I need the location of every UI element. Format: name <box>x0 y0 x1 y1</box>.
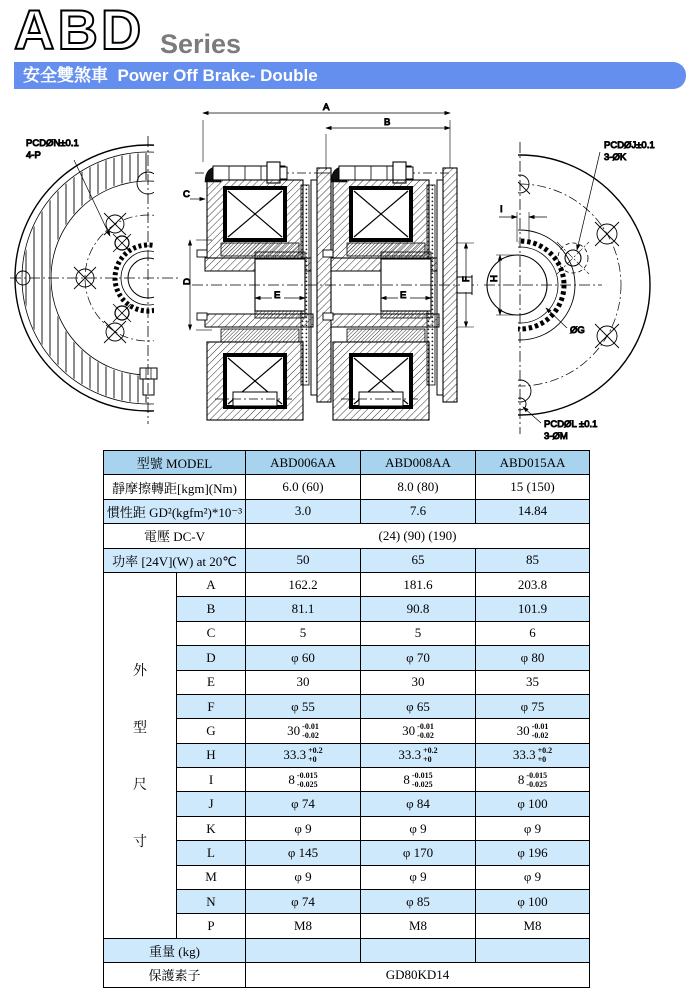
value-cell: 14.84 <box>476 499 590 523</box>
value-cell: φ 145 <box>246 841 361 865</box>
value-cell <box>246 938 361 962</box>
value-cell: φ 80 <box>476 646 590 670</box>
dim-group-label: 外 型 尺 寸 <box>104 572 177 938</box>
pcd-l-label: PCDØL ±0.1 <box>544 419 598 430</box>
dimension-row <box>104 816 590 840</box>
value-cell: φ 100 <box>476 890 590 914</box>
dimension-row <box>104 597 590 621</box>
value-cell: φ 100 <box>476 792 590 816</box>
value-cell: 5 <box>361 621 476 645</box>
dim-letter: P <box>177 914 246 938</box>
value-cell: 6.0 (60) <box>246 475 361 499</box>
row-label: 保護素子 <box>104 963 246 987</box>
title-banner: 安全雙煞車 Power Off Brake- Double <box>14 62 686 89</box>
dimension-row <box>104 792 590 816</box>
dim-letter: A <box>177 572 246 596</box>
model-header: 型號 MODEL <box>104 451 246 475</box>
value-cell: M8 <box>361 914 476 938</box>
value-cell: 30 -0.01 -0.02 <box>246 719 361 743</box>
value-cell: 90.8 <box>361 597 476 621</box>
pcd-n-count-label: 4-P <box>26 150 41 161</box>
value-cell: 30 <box>361 670 476 694</box>
value-cell: φ 60 <box>246 646 361 670</box>
value-cell: φ 75 <box>476 694 590 718</box>
value-cell: 85 <box>476 548 590 572</box>
row-label: 慣性距 GD²(kgfm²)*10⁻³ <box>104 499 246 523</box>
value-cell: 181.6 <box>361 572 476 596</box>
value-cell: φ 9 <box>361 816 476 840</box>
value-cell: φ 74 <box>246 792 361 816</box>
dim-a-label: A <box>323 102 330 113</box>
dimension-row <box>104 914 590 938</box>
pcd-j-count-label: 3-ØK <box>604 152 627 163</box>
value-cell: 35 <box>476 670 590 694</box>
value-cell: 6 <box>476 621 590 645</box>
value-cell: 162.2 <box>246 572 361 596</box>
value-cell: 15 (150) <box>476 475 590 499</box>
table-header-row <box>104 451 590 475</box>
dim-letter: I <box>177 768 246 792</box>
dim-letter: M <box>177 865 246 889</box>
value-cell: 30 -0.01 -0.02 <box>361 719 476 743</box>
dimension-row <box>104 670 590 694</box>
dim-letter: F <box>177 694 246 718</box>
spec-row <box>104 475 590 499</box>
value-cell: φ 9 <box>361 865 476 889</box>
dim-f-label: F <box>461 276 472 282</box>
dim-letter: E <box>177 670 246 694</box>
value-cell: φ 70 <box>361 646 476 670</box>
dim-letter: N <box>177 890 246 914</box>
dim-letter: C <box>177 621 246 645</box>
weight-row <box>104 938 590 962</box>
value-cell: 3.0 <box>246 499 361 523</box>
value-cell: φ 9 <box>476 816 590 840</box>
dimension-row <box>104 694 590 718</box>
pcd-j-label: PCDØJ±0.1 <box>604 140 655 151</box>
row-label: 靜摩擦轉距[kgm](Nm) <box>104 475 246 499</box>
section-view <box>182 102 478 420</box>
value-cell: 7.6 <box>361 499 476 523</box>
value-cell: 81.1 <box>246 597 361 621</box>
value-cell: φ 9 <box>246 816 361 840</box>
value-cell: 8 -0.015 -0.025 <box>246 768 361 792</box>
row-label: 重量 (kg) <box>104 938 246 962</box>
dimension-row <box>104 865 590 889</box>
dia-g-label: ØG <box>570 325 585 336</box>
value-cell: φ 65 <box>361 694 476 718</box>
dim-letter: G <box>177 719 246 743</box>
dim-letter: L <box>177 841 246 865</box>
dimension-row <box>104 646 590 670</box>
value-cell: 8 -0.015 -0.025 <box>361 768 476 792</box>
value-cell: φ 9 <box>246 865 361 889</box>
value-cell: 65 <box>361 548 476 572</box>
spec-row <box>104 524 590 548</box>
dim-d-label: D <box>182 278 193 285</box>
column-header: ABD006AA <box>246 451 361 475</box>
dim-letter: D <box>177 646 246 670</box>
dim-letter: J <box>177 792 246 816</box>
value-cell: 8 -0.015 -0.025 <box>476 768 590 792</box>
value-cell <box>476 938 590 962</box>
column-header: ABD008AA <box>361 451 476 475</box>
column-header: ABD015AA <box>476 451 590 475</box>
dim-letter: K <box>177 816 246 840</box>
value-cell: 203.8 <box>476 572 590 596</box>
value-cell: 33.3 +0.2 +0 <box>476 743 590 767</box>
protect-row <box>104 963 590 987</box>
dimension-row <box>104 743 590 767</box>
value-cell: 33.3 +0.2 +0 <box>246 743 361 767</box>
dim-e-label: E <box>274 290 281 301</box>
dimension-row <box>104 841 590 865</box>
value-cell: 5 <box>246 621 361 645</box>
value-cell: 101.9 <box>476 597 590 621</box>
value-cell: φ 74 <box>246 890 361 914</box>
value-cell: 30 -0.01 -0.02 <box>476 719 590 743</box>
value-cell: GD80KD14 <box>246 963 590 987</box>
spec-row <box>104 548 590 572</box>
dim-c-label: C <box>183 189 190 200</box>
value-cell: M8 <box>476 914 590 938</box>
series-logo <box>8 2 348 62</box>
row-label: 功率 [24V](W) at 20℃ <box>104 548 246 572</box>
value-cell: 50 <box>246 548 361 572</box>
series-text: Series <box>160 29 242 59</box>
logo-text: ABD <box>14 2 145 61</box>
dimension-row <box>104 890 590 914</box>
value-cell: φ 55 <box>246 694 361 718</box>
pcd-n-label: PCDØN±0.1 <box>26 138 79 149</box>
value-cell: 30 <box>246 670 361 694</box>
dimension-row <box>104 719 590 743</box>
value-cell <box>361 938 476 962</box>
dimension-row <box>104 621 590 645</box>
row-label: 電壓 DC-V <box>104 524 246 548</box>
value-cell: 8.0 (80) <box>361 475 476 499</box>
value-cell: M8 <box>246 914 361 938</box>
spec-row <box>104 499 590 523</box>
spec-table <box>103 450 590 988</box>
value-cell: φ 9 <box>476 865 590 889</box>
dim-letter: B <box>177 597 246 621</box>
value-cell: φ 85 <box>361 890 476 914</box>
pcd-l-count-label: 3-ØM <box>544 431 568 442</box>
dim-letter: H <box>177 743 246 767</box>
value-cell: 33.3 +0.2 +0 <box>361 743 476 767</box>
technical-drawing <box>0 100 695 448</box>
value-cell: φ 84 <box>361 792 476 816</box>
dim-h-label: H <box>489 275 500 282</box>
dimension-row <box>104 572 590 596</box>
dim-b-label: B <box>384 117 391 128</box>
value-cell: φ 196 <box>476 841 590 865</box>
dim-e-label-2: E <box>400 290 407 301</box>
dimension-row <box>104 768 590 792</box>
dim-i-label: I <box>500 204 503 215</box>
value-cell: (24) (90) (190) <box>246 524 590 548</box>
value-cell: φ 170 <box>361 841 476 865</box>
